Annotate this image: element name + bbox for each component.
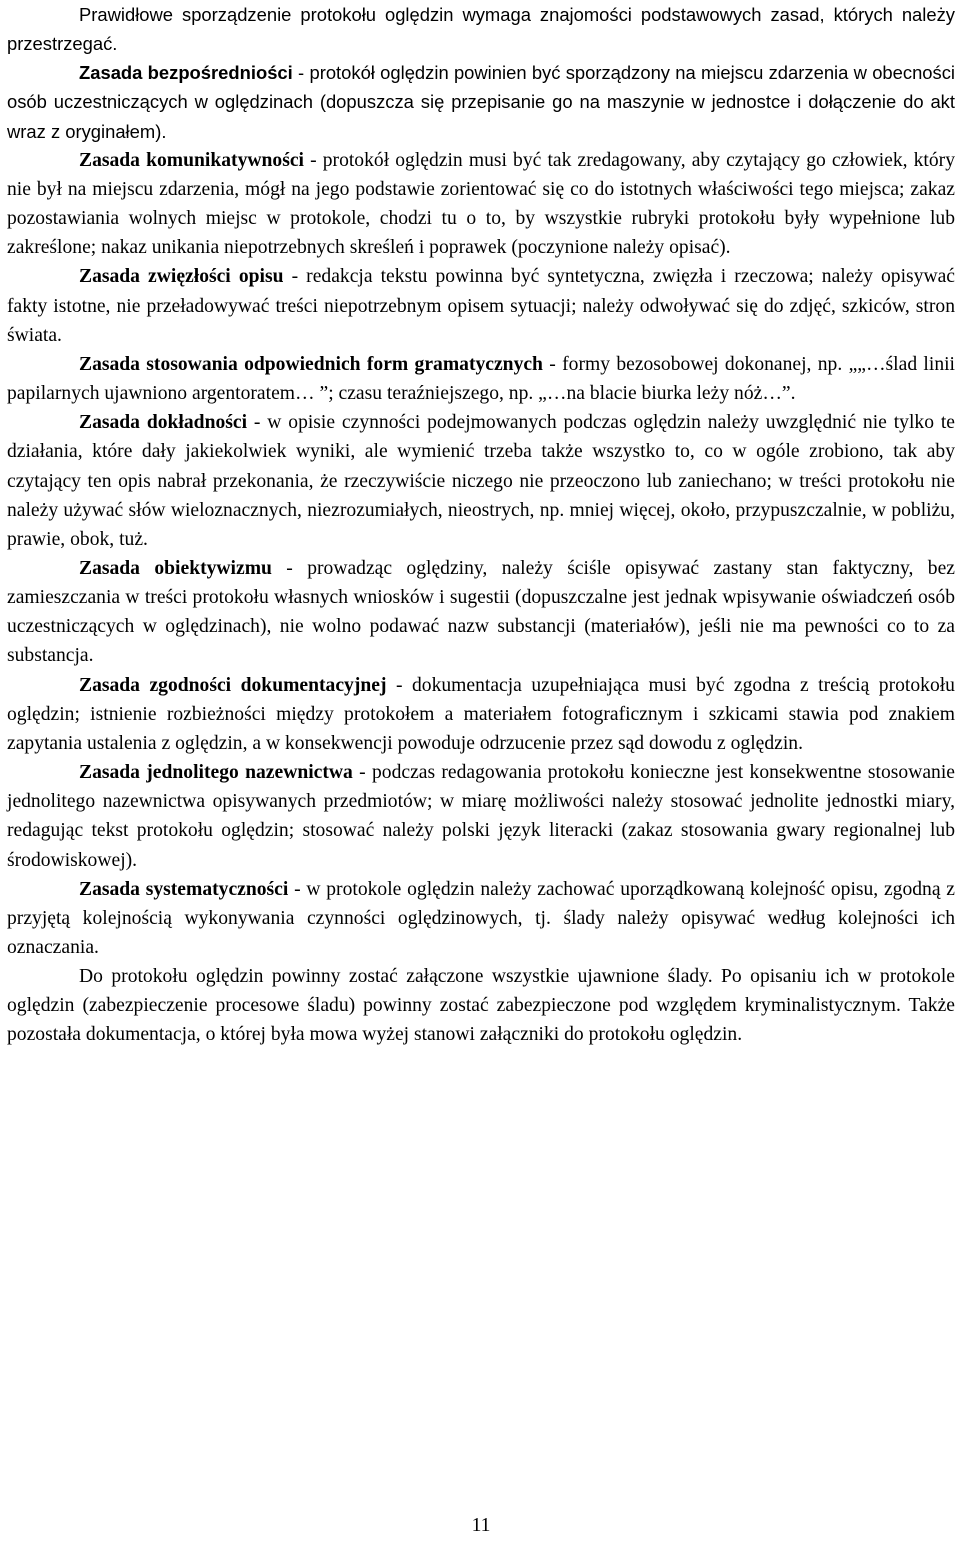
principle-name: Zasada jednolitego nazewnictwa bbox=[79, 762, 353, 784]
principle-name: Zasada obiektywizmu bbox=[79, 557, 272, 579]
principle-name: Zasada bezpośredniości bbox=[79, 62, 293, 84]
principle-text: - redakcja tekstu powinna być syntetyczna, zwięzła i rzeczowa; należy opisywać fakty istotne, nie przeładowywać treści niepotrzebnym opisem sytuacji; należy odwoływać się do zdjęć, szkiców, stron świata. bbox=[7, 266, 955, 346]
principle-paragraph-accuracy bbox=[7, 408, 955, 554]
principle-text: - protokół oględzin musi być tak zredagowany, aby czytający go człowiek, który nie był na miejscu zdarzenia, mógł na jego podstawie zorientować się co do istotnych właściwości tego miejsca; zakaz pozostawiania wolnych miejsc w protokole, chodzi tu o to, by wszystkie rubryki protokołu były wypełnione lub zakreślone; nakaz unikania niepotrzebnych skreśleń i poprawek (poczynione należy opisać). bbox=[7, 149, 955, 259]
principle-paragraph-documentary-consistency bbox=[7, 671, 955, 758]
principle-name: Zasada systematyczności bbox=[79, 878, 289, 900]
page-number: 11 bbox=[471, 1515, 491, 1536]
principle-text: - w opisie czynności podejmowanych podczas oględzin należy uwzględnić nie tylko te działania, które dały jakiekolwiek wyniki, ale wymienić trzeba także wszystko to, co w ogóle zrobiono, tak aby czytający ten opis nabrał przekonania, że rzeczywiście niczego nie przeoczono lub zaniechano; w treści protokołu nie należy używać słów wieloznacznych, niezrozumiałych, nieostrych, np. mniej więcej, około, przypuszczalnie, w pobliżu, prawie, obok, tuż. bbox=[7, 412, 955, 550]
principle-text: - podczas redagowania protokołu konieczne jest konsekwentne stosowanie jednolitego nazewnictwa opisywanych przedmiotów; w miarę możliwości należy stosować jednolite jednostki miary, redagując tekst protokołu oględzin; stosować należy polski język literacki (zakaz stosowania gwary regionalnej lub środowiskowej). bbox=[7, 762, 955, 871]
principle-paragraph-communicativeness bbox=[7, 146, 955, 263]
principle-text: - w protokole oględzin należy zachować uporządkowaną kolejność opisu, zgodną z przyjętą kolejnością wykonywania czynności oględzinowych, tj. ślady należy opisywać według kolejności ich oznaczania. bbox=[7, 878, 955, 958]
principle-text: - dokumentacja uzupełniająca musi być zgodna z treścią protokołu oględzin; istnienie rozbieżności między protokołem a materiałem fotograficznym i szkicami stawia pod znakiem zapytania ustalenia z oględzin, a w konsekwencji powoduje odrzucenie przez sąd dowodu z oględzin. bbox=[7, 674, 955, 754]
principle-name: Zasada stosowania odpowiednich form gramatycznych bbox=[79, 353, 543, 375]
closing-paragraph: Do protokołu oględzin powinny zostać załączone wszystkie ujawnione ślady. Po opisaniu ich w protokole oględzin (zabezpieczenie procesowe śladu) powinny zostać zabezpieczone pod względem kryminalistycznym. Także pozostała dokumentacja, o której była mowa wyżej stanowi załączniki do protokołu oględzin. bbox=[7, 966, 955, 1046]
intro-paragraph: Prawidłowe sporządzenie protokołu oględzin wymaga znajomości podstawowych zasad, których należy przestrzegać. bbox=[7, 4, 955, 55]
principle-name: Zasada zwięzłości opisu bbox=[79, 266, 284, 288]
document-page bbox=[7, 0, 956, 1536]
principle-paragraph-systematicity bbox=[7, 875, 955, 962]
principle-text: - formy bezosobowej dokonanej, np. „„…ślad linii papilarnych ujawniono argentoratem… ”; czasu teraźniejszego, np. „…na blacie biurka leży nóż…”. bbox=[7, 353, 956, 405]
principle-name: Zasada komunikatywności bbox=[79, 149, 304, 171]
principle-name: Zasada zgodności dokumentacyjnej bbox=[79, 674, 387, 696]
principle-paragraph-uniform-naming bbox=[7, 758, 955, 875]
principle-text: - protokół oględzin powinien być sporządzony na miejscu zdarzenia w obecności osób uczestniczących w oględzinach (dopuszcza się przepisanie go na maszynie w jednostce i dołączenie do akt wraz z oryginałem). bbox=[7, 62, 956, 142]
principle-name: Zasada dokładności bbox=[79, 412, 248, 434]
principle-text: - prowadząc oględziny, należy ściśle opisywać zastany stan faktyczny, bez zamieszczania w treści protokołu własnych wniosków i sugestii (dopuszczalne jest jednak wpisywanie oświadczeń osób uczestniczących w oględzinach), nie wolno podawać nazw substancji (materiałów), jeśli nie ma pewności co to za substancja. bbox=[7, 557, 955, 667]
principle-paragraph-conciseness bbox=[7, 262, 955, 349]
principle-paragraph-directness bbox=[7, 58, 955, 145]
principle-paragraph-objectivity bbox=[7, 554, 955, 671]
principle-paragraph-grammar bbox=[7, 350, 955, 408]
